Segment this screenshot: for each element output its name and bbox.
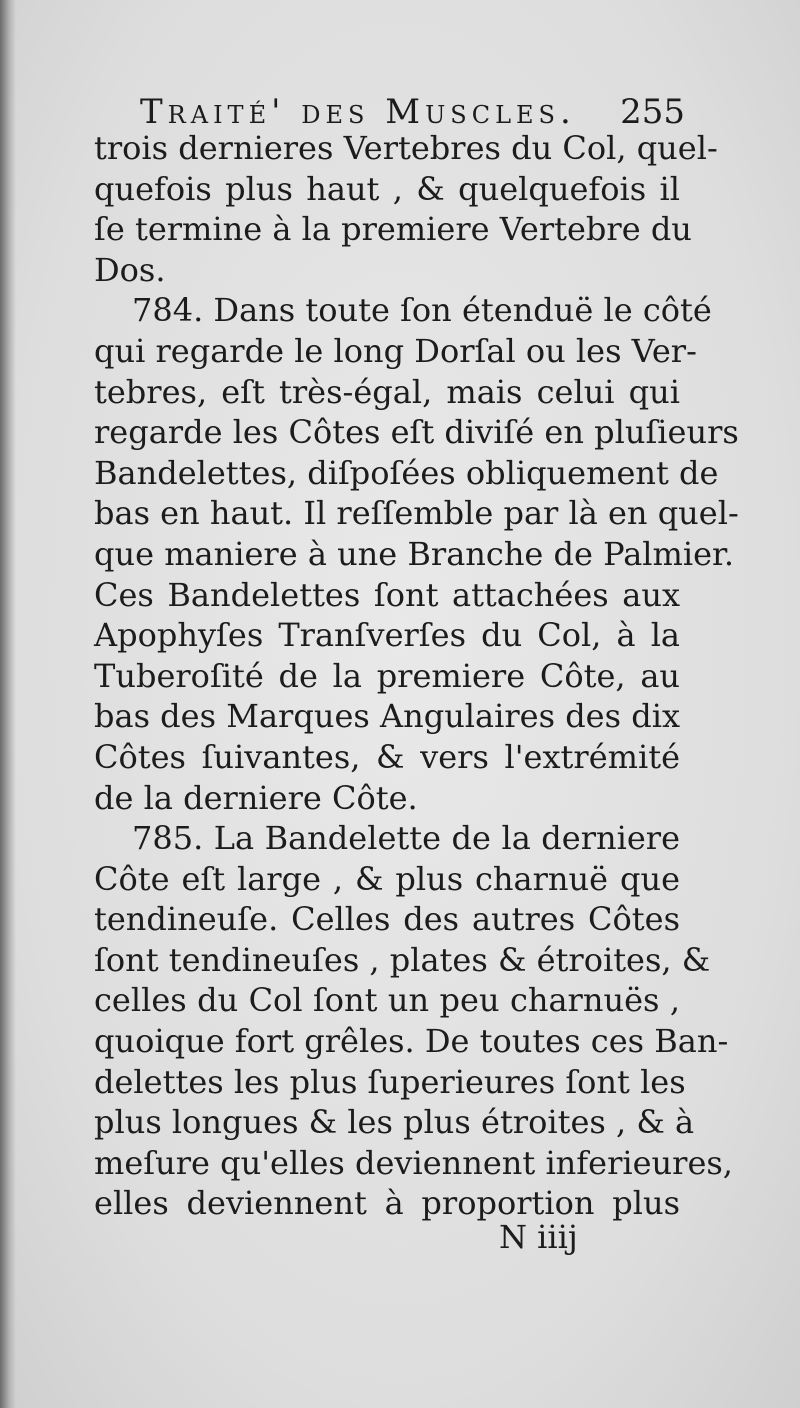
text-line: bas en haut. Il reſſemble par là en quel- — [94, 494, 739, 533]
text-line: regarde les Côtes eſt diviſé en pluſieurs — [94, 413, 739, 452]
paragraph-785-start: 785. La Bandelette de la derniere — [132, 819, 680, 858]
text-line: elles deviennent à proportion plus — [94, 1184, 680, 1223]
text-line: Tuberoſité de la premiere Côte, au — [94, 656, 680, 695]
text-line: Apophyſes Tranſverſes du Col, à la — [94, 616, 680, 655]
text-line: plus longues & les plus étroites , & à — [94, 1103, 695, 1142]
text-line: Ces Bandelettes ſont attachées aux — [94, 575, 680, 614]
text-line: Côtes ſuivantes, & vers l'extrémité — [94, 737, 680, 776]
text-line: celles du Col ſont un peu charnuës , — [94, 981, 680, 1020]
text-line: meſure qu'elles deviennent inferieures, — [94, 1143, 733, 1182]
text-line: tebres, eſt très-égal, mais celui qui — [94, 372, 680, 411]
text-line: quefois plus haut , & quelquefois il — [94, 169, 680, 208]
text-line: que maniere à une Branche de Palmier. — [94, 534, 734, 573]
text-line: Dos. — [94, 250, 166, 289]
body-text — [94, 128, 739, 1224]
text-line: ſe termine à la premiere Vertebre du — [94, 210, 692, 249]
paragraph-784-start: 784. Dans toute ſon étenduë le côté — [132, 291, 712, 330]
text-line: Bandelettes, diſpoſées obliquement de — [94, 453, 719, 492]
text-line: quoique fort grêles. De toutes ces Ban- — [94, 1022, 729, 1061]
text-line: Côte eſt large , & plus charnuë que — [94, 859, 680, 898]
text-line: de la derniere Côte. — [94, 778, 418, 817]
text-line: ſont tendineuſes , plates & étroites, & — [94, 940, 711, 979]
page-number: 255 — [620, 92, 685, 132]
text-line: qui regarde le long Dorſal ou les Ver- — [94, 331, 697, 370]
text-line: delettes les plus ſuperieures ſont les — [94, 1062, 686, 1101]
text-line: tendineuſe. Celles des autres Côtes — [94, 900, 680, 939]
text-line: trois dernieres Vertebres du Col, quel- — [94, 129, 718, 167]
signature-mark: N iiij — [499, 1218, 578, 1256]
running-title: Traité' des Muscles. — [140, 92, 576, 132]
page-gutter-shadow — [0, 0, 16, 1408]
text-line: bas des Marques Angulaires des dix — [94, 697, 680, 736]
